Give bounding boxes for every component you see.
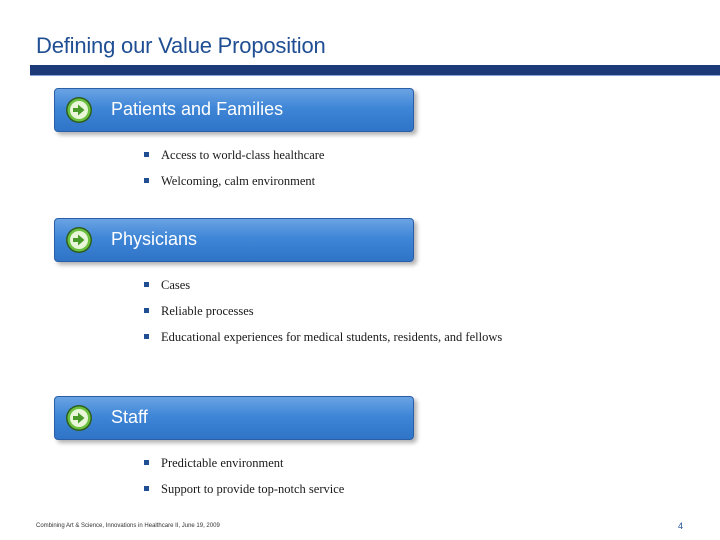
list-item (143, 142, 324, 168)
bullet-text: Access to world-class healthcare (161, 148, 325, 162)
page-number: 4 (678, 521, 684, 531)
arrow-right-circle-icon (65, 226, 93, 254)
square-bullet-icon (144, 486, 149, 491)
bullet-list-patients-and-families (143, 142, 324, 194)
bullet-text: Predictable environment (161, 456, 284, 470)
section-bar-staff (54, 396, 414, 440)
list-item (143, 476, 344, 502)
square-bullet-icon (144, 152, 149, 157)
bullet-list-physicians (143, 272, 502, 350)
list-item (143, 324, 502, 350)
section-label: Patients and Families (111, 99, 284, 119)
slide-title: Defining our Value Proposition (36, 33, 326, 58)
square-bullet-icon (144, 178, 149, 183)
square-bullet-icon (144, 334, 149, 339)
footer-text: Combining Art & Science, Innovations in Healthcare II, June 19, 2009 (36, 523, 220, 529)
square-bullet-icon (144, 460, 149, 465)
bullet-text: Educational experiences for medical students, residents, and fellows (161, 330, 503, 344)
arrow-right-circle-icon (65, 404, 93, 432)
arrow-right-circle-icon (65, 96, 93, 124)
section-label: Staff (111, 407, 148, 427)
section-label: Physicians (111, 229, 198, 249)
list-item (143, 298, 502, 324)
bullet-list-staff (143, 450, 344, 502)
title-divider (30, 65, 720, 76)
section-bar-patients-and-families (54, 88, 414, 132)
list-item (143, 450, 344, 476)
list-item (143, 168, 324, 194)
bullet-text: Support to provide top-notch service (161, 482, 345, 496)
square-bullet-icon (144, 308, 149, 313)
list-item (143, 272, 502, 298)
bullet-text: Welcoming, calm environment (161, 174, 316, 188)
section-bar-physicians (54, 218, 414, 262)
bullet-text: Cases (161, 278, 191, 292)
square-bullet-icon (144, 282, 149, 287)
bullet-text: Reliable processes (161, 304, 254, 318)
